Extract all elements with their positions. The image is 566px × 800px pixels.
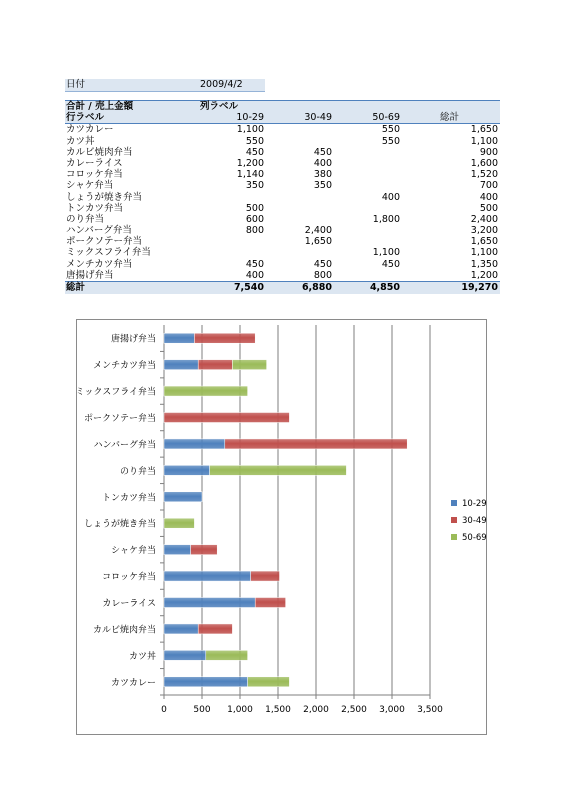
bar-segment [206, 650, 248, 660]
value-50-69: 1,100 [372, 247, 400, 259]
table-row [65, 147, 500, 158]
value-50-69: 400 [381, 191, 400, 203]
bar-segment [164, 360, 198, 370]
y-tick-label: のり弁当 [119, 466, 156, 477]
legend-label: 30-49 [462, 516, 486, 526]
x-tick-label: 1,500 [265, 705, 291, 715]
row-label[interactable]: のり弁当 [66, 213, 105, 225]
bar-segment [251, 571, 280, 581]
row-label[interactable]: カツカレー [66, 124, 114, 136]
value-50-69: 1,800 [372, 213, 400, 225]
bar-segment [164, 624, 198, 634]
x-tick-label: 1,000 [227, 705, 253, 715]
legend-swatch [451, 534, 457, 540]
bar-segment [198, 360, 232, 370]
value-30-49: 380 [313, 169, 332, 181]
bar-segment [225, 439, 407, 449]
y-tick-label: ポークソテー弁当 [83, 414, 156, 424]
bar-segment [164, 677, 248, 687]
date-label: 日付 [66, 79, 86, 90]
table-row [65, 124, 500, 135]
row-label[interactable]: しょうが焼き弁当 [66, 191, 143, 203]
row-label[interactable]: カルビ焼肉弁当 [66, 146, 133, 158]
bar-segment [164, 413, 289, 423]
bar-segment [232, 360, 266, 370]
sum-label: 合計 / 売上金額 [66, 101, 134, 112]
value-50-69: 550 [381, 124, 400, 136]
column-label-header[interactable]: 列ラベル [200, 101, 239, 112]
bar-segment [210, 465, 347, 475]
x-tick-label: 0 [161, 705, 167, 715]
grand-total-label: 総計 [66, 282, 86, 293]
bar-segment [164, 571, 251, 581]
pivot-header-row [65, 100, 500, 112]
y-tick-label: カルビ焼肉弁当 [92, 625, 156, 636]
grand-total-50-69: 4,850 [369, 282, 400, 293]
row-total: 3,200 [470, 225, 498, 237]
table-row [65, 158, 500, 169]
bar-segment [164, 518, 194, 528]
row-label[interactable]: ミックスフライ弁当 [66, 247, 151, 259]
value-10-29: 400 [245, 269, 264, 281]
bar-segment [164, 545, 191, 555]
row-label[interactable]: コロッケ弁当 [66, 169, 123, 181]
value-50-69: 550 [381, 135, 400, 147]
legend-label: 10-29 [462, 499, 486, 509]
table-row [65, 247, 500, 258]
grand-total-value: 19,270 [461, 282, 498, 293]
table-row [65, 136, 500, 147]
table-row [65, 270, 500, 281]
table-row [65, 236, 500, 247]
bar-segment [164, 650, 206, 660]
grand-total-30-49: 6,880 [301, 282, 332, 293]
row-label[interactable]: ハンバーグ弁当 [66, 225, 132, 237]
row-label-header[interactable]: 行ラベル [66, 112, 105, 124]
y-tick-label: ミックスフライ弁当 [77, 387, 156, 398]
col-header-total: 総計 [440, 112, 460, 124]
grand-total-10-29: 7,540 [233, 282, 264, 293]
x-tick-label: 3,500 [417, 705, 443, 715]
bar-segment [164, 333, 194, 343]
col-header-30-49: 30-49 [304, 112, 332, 124]
row-total: 1,350 [470, 258, 498, 270]
table-row [65, 169, 500, 180]
row-label[interactable]: カツ丼 [66, 135, 95, 147]
value-30-49: 400 [313, 157, 332, 169]
value-30-49: 2,400 [304, 225, 332, 237]
row-label[interactable]: ポークソテー弁当 [66, 236, 143, 248]
y-tick-label: メンチカツ弁当 [93, 361, 156, 372]
table-row [65, 259, 500, 270]
value-10-29: 450 [245, 258, 264, 270]
table-row [65, 180, 500, 191]
bar-segment [164, 386, 248, 396]
row-total: 1,100 [470, 247, 498, 259]
y-tick-label: カツ丼 [128, 651, 156, 662]
row-total: 2,400 [470, 213, 498, 225]
value-10-29: 500 [245, 202, 264, 214]
y-tick-label: シャケ弁当 [111, 546, 156, 557]
value-30-49: 450 [313, 146, 332, 158]
value-50-69: 450 [381, 258, 400, 270]
legend-swatch [451, 500, 457, 506]
row-label[interactable]: カレーライス [66, 157, 123, 169]
value-30-49: 800 [313, 269, 332, 281]
pivot-table [65, 79, 500, 294]
row-total: 900 [479, 146, 498, 158]
x-tick-label: 2,500 [341, 705, 367, 715]
value-30-49: 350 [313, 180, 332, 192]
value-10-29: 1,200 [236, 157, 264, 169]
y-tick-label: コロッケ弁当 [102, 572, 156, 583]
bar-segment [164, 492, 202, 502]
row-total: 1,650 [470, 236, 498, 248]
value-30-49: 1,650 [304, 236, 332, 248]
bar-segment [198, 624, 232, 634]
row-total: 700 [479, 180, 498, 192]
row-total: 1,100 [470, 135, 498, 147]
table-row [65, 225, 500, 236]
value-10-29: 1,100 [236, 124, 264, 136]
value-10-29: 1,140 [236, 169, 264, 181]
y-tick-label: カツカレー [110, 678, 156, 689]
bar-segment [164, 465, 210, 475]
pivot-column-header-row [65, 112, 500, 124]
date-value[interactable]: 2009/4/2 [200, 79, 243, 90]
row-label[interactable]: メンチカツ弁当 [66, 258, 133, 270]
y-tick-label: ハンバーグ弁当 [93, 440, 156, 451]
y-tick-label: 唐揚げ弁当 [110, 334, 156, 345]
grand-total-row [65, 281, 500, 294]
x-tick-label: 3,000 [379, 705, 405, 715]
row-total: 500 [479, 202, 498, 214]
table-row [65, 214, 500, 225]
row-total: 1,650 [470, 124, 498, 136]
bar-segment [164, 439, 225, 449]
bar-segment [191, 545, 218, 555]
bar-segment [248, 677, 290, 687]
stacked-bar-chart[interactable] [76, 319, 487, 735]
legend-label: 50-69 [462, 533, 486, 543]
value-30-49: 450 [313, 258, 332, 270]
table-row [65, 192, 500, 203]
value-10-29: 600 [245, 213, 264, 225]
col-header-50-69: 50-69 [372, 112, 400, 124]
value-10-29: 350 [245, 180, 264, 192]
y-tick-label: しょうが焼き弁当 [83, 519, 156, 530]
chart-svg [77, 320, 486, 734]
date-filter-row[interactable] [65, 79, 265, 92]
value-10-29: 450 [245, 146, 264, 158]
bar-segment [194, 333, 255, 343]
legend-swatch [451, 517, 457, 523]
value-10-29: 800 [245, 225, 264, 237]
bar-segment [255, 598, 285, 608]
row-total: 1,600 [470, 157, 498, 169]
x-tick-label: 500 [193, 705, 211, 715]
y-tick-label: カレーライス [102, 599, 156, 609]
row-total: 1,520 [470, 169, 498, 181]
table-row [65, 203, 500, 214]
row-total: 400 [479, 191, 498, 203]
row-label[interactable]: トンカツ弁当 [66, 202, 124, 214]
row-label[interactable]: 唐揚げ弁当 [66, 269, 114, 281]
y-tick-label: トンカツ弁当 [101, 493, 156, 504]
x-tick-label: 2,000 [303, 705, 329, 715]
col-header-10-29: 10-29 [236, 112, 264, 124]
row-total: 1,200 [470, 269, 498, 281]
row-label[interactable]: シャケ弁当 [66, 180, 114, 192]
value-10-29: 550 [245, 135, 264, 147]
bar-segment [164, 598, 255, 608]
